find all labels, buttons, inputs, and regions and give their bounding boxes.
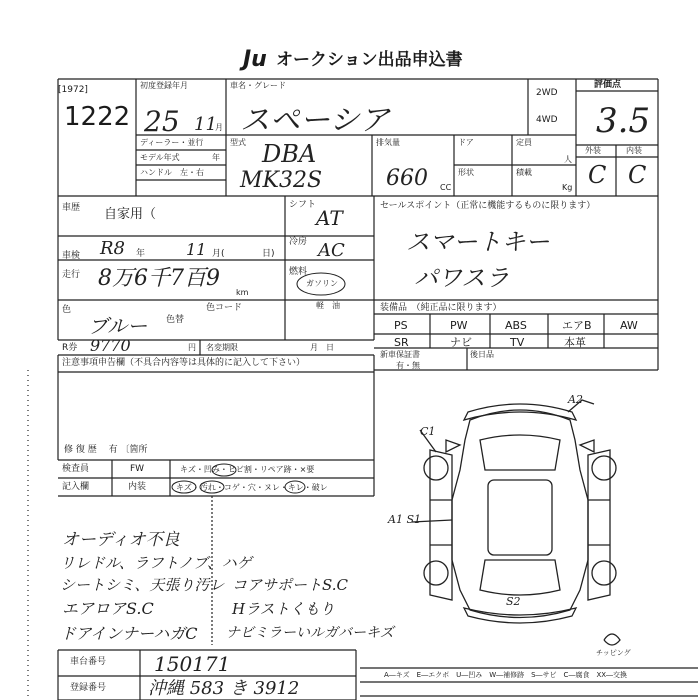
model-year-label: モデル年式 — [140, 153, 180, 162]
sales-point-label: セールスポイント（正常に機能するものに限ります） — [380, 201, 596, 211]
inspection-month-unit: 月( — [212, 249, 225, 259]
note-right-2: Hラストくもり — [232, 600, 335, 618]
mark-chipping: チッピング — [596, 649, 631, 657]
color-replace-label: 色替 — [166, 315, 185, 325]
handle-label: ハンドル 左・右 — [140, 168, 204, 177]
sales-point-1: スマートキー — [406, 228, 550, 256]
color-label: 色 — [62, 305, 72, 315]
inspector-label: 検査員 — [62, 464, 90, 474]
note-1: オーディオ不良 — [62, 530, 180, 550]
first-reg-month-unit: 月 — [215, 123, 223, 132]
capacity-label: 定員 — [516, 138, 532, 147]
displacement: 660 — [386, 166, 428, 191]
chassis-value: 150171 — [154, 652, 231, 676]
exterior-label: 外装 — [585, 146, 601, 155]
equip-ps: PS — [394, 319, 408, 332]
name-change-unit: 月 日 — [310, 343, 334, 352]
type-code: DBA — [262, 140, 317, 168]
recycle-label: R券 — [62, 343, 78, 353]
inspection-month: 11 — [186, 240, 207, 259]
note-3: シートシミ、天張り汚レ — [60, 576, 225, 594]
year-code: [1972] — [58, 85, 88, 95]
ac-value: AC — [318, 240, 345, 261]
int-marks: キズ・汚れ・コゲ・穴・ヌレ・キレ・破レ — [176, 483, 328, 492]
mileage-value: 8万6千7百9 — [98, 266, 220, 291]
model-year-unit: 年 — [212, 153, 220, 162]
repair-label: 修 復 歴 有 〔箇所 — [64, 445, 148, 455]
inspection-year-unit: 年 — [136, 249, 146, 259]
first-reg-year: 25 — [144, 105, 180, 138]
first-reg-label: 初度登録年月 — [140, 81, 188, 90]
fw-label: FW — [130, 464, 145, 474]
note-5: ドアインナーハガC — [60, 624, 198, 643]
note-right-3: ナビミラーいルガバーキズ — [226, 625, 394, 641]
color-code-label: 色コード — [206, 303, 243, 313]
inspection-day-unit: 日) — [262, 249, 275, 259]
fuel-label: 燃料 — [289, 267, 308, 277]
equip-leather: 本革 — [564, 336, 586, 349]
equip-aw: AW — [620, 319, 638, 332]
type-label: 型式 — [230, 138, 246, 147]
wd4: 4WD — [536, 115, 558, 125]
warranty-value: 有・無 — [396, 361, 420, 370]
inspection-year: R8 — [100, 238, 126, 259]
plate-value: 沖縄 583 き 3912 — [148, 678, 300, 699]
equip-navi: ナビ — [450, 336, 472, 349]
entry-label: 記入欄 — [62, 482, 90, 492]
cc-unit: CC — [440, 183, 452, 192]
ext-marks: キズ・凹み・ヒビ割・リペア跡・×要 — [180, 465, 315, 474]
fuel-diesel: 軽 油 — [316, 301, 340, 310]
load-label: 積載 — [516, 168, 532, 177]
exterior-grade: C — [588, 161, 607, 189]
model-code: MK32S — [240, 168, 323, 193]
shape-label: 形状 — [458, 168, 474, 177]
interior-label: 内装 — [626, 146, 642, 155]
mark-a1s1: A1 S1 — [388, 513, 421, 526]
sales-point-2: パワスラ — [414, 264, 510, 292]
score-value: 3.5 — [596, 101, 651, 141]
score-label: 評価点 — [594, 80, 622, 90]
car-name: スペーシア — [240, 103, 390, 138]
form-title: オークション出品申込書 — [276, 50, 463, 70]
fuel-gasoline: ガソリン — [306, 279, 338, 288]
name-change-label: 名変期限 — [206, 343, 238, 352]
ju-logo: Ju — [243, 47, 267, 72]
postscript-label: 後日品 — [470, 350, 494, 359]
color-value: ブルー — [88, 314, 148, 338]
interior-grade: C — [628, 161, 647, 189]
recycle-value: 9770 — [90, 336, 131, 355]
capacity-unit: 人 — [564, 155, 572, 164]
equip-airbag: エアB — [562, 319, 592, 332]
kg-unit: Kg — [562, 183, 573, 192]
door-label: ドア — [458, 138, 474, 147]
km-unit: km — [236, 288, 249, 297]
mark-a2: A2 — [568, 393, 583, 406]
displacement-label: 排気量 — [376, 138, 400, 147]
recycle-unit: 円 — [188, 343, 196, 352]
equip-sr: SR — [394, 336, 409, 349]
usage-label: 車歴 — [62, 203, 81, 213]
warranty-label: 新車保証書 — [380, 350, 420, 359]
usage-value: 自家用（ — [104, 207, 157, 222]
shift-label: シフト — [289, 200, 317, 210]
damage-legend: A―キズ E―エクボ U―凹み W―補修跡 S―サビ C―腐食 XX―交換 — [384, 671, 628, 679]
equipment-label: 装備品 （純正品に限ります） — [380, 303, 502, 313]
inspection-label: 車検 — [62, 251, 81, 261]
equip-abs: ABS — [505, 319, 527, 332]
note-right-1: コアサポートS.C — [232, 576, 348, 594]
mark-c1: C1 — [420, 425, 436, 438]
mark-s2: S2 — [506, 595, 521, 608]
equip-tv: TV — [510, 336, 525, 349]
interior-row-label: 内装 — [128, 482, 147, 492]
notes-label: 注意事項申告欄（不具合内容等は具体的に記入して下さい） — [62, 358, 306, 368]
mileage-label: 走行 — [62, 270, 81, 280]
car-grade-label: 車名・グレード — [230, 81, 286, 90]
note-2: リレドル、ラフトノブ、ハゲ — [60, 554, 252, 572]
note-4: エアロアS.C — [62, 599, 154, 618]
dealer-label: ディーラー・並行 — [140, 138, 204, 147]
shift-value: AT — [316, 206, 343, 230]
plate-label: 登録番号 — [70, 683, 107, 693]
equip-pw: PW — [450, 319, 468, 332]
first-reg-month: 11 — [194, 114, 217, 135]
chassis-label: 車台番号 — [70, 657, 107, 667]
lot-number: 1222 — [64, 102, 131, 132]
ac-label: 冷房 — [289, 237, 308, 247]
wd2: 2WD — [536, 88, 558, 98]
